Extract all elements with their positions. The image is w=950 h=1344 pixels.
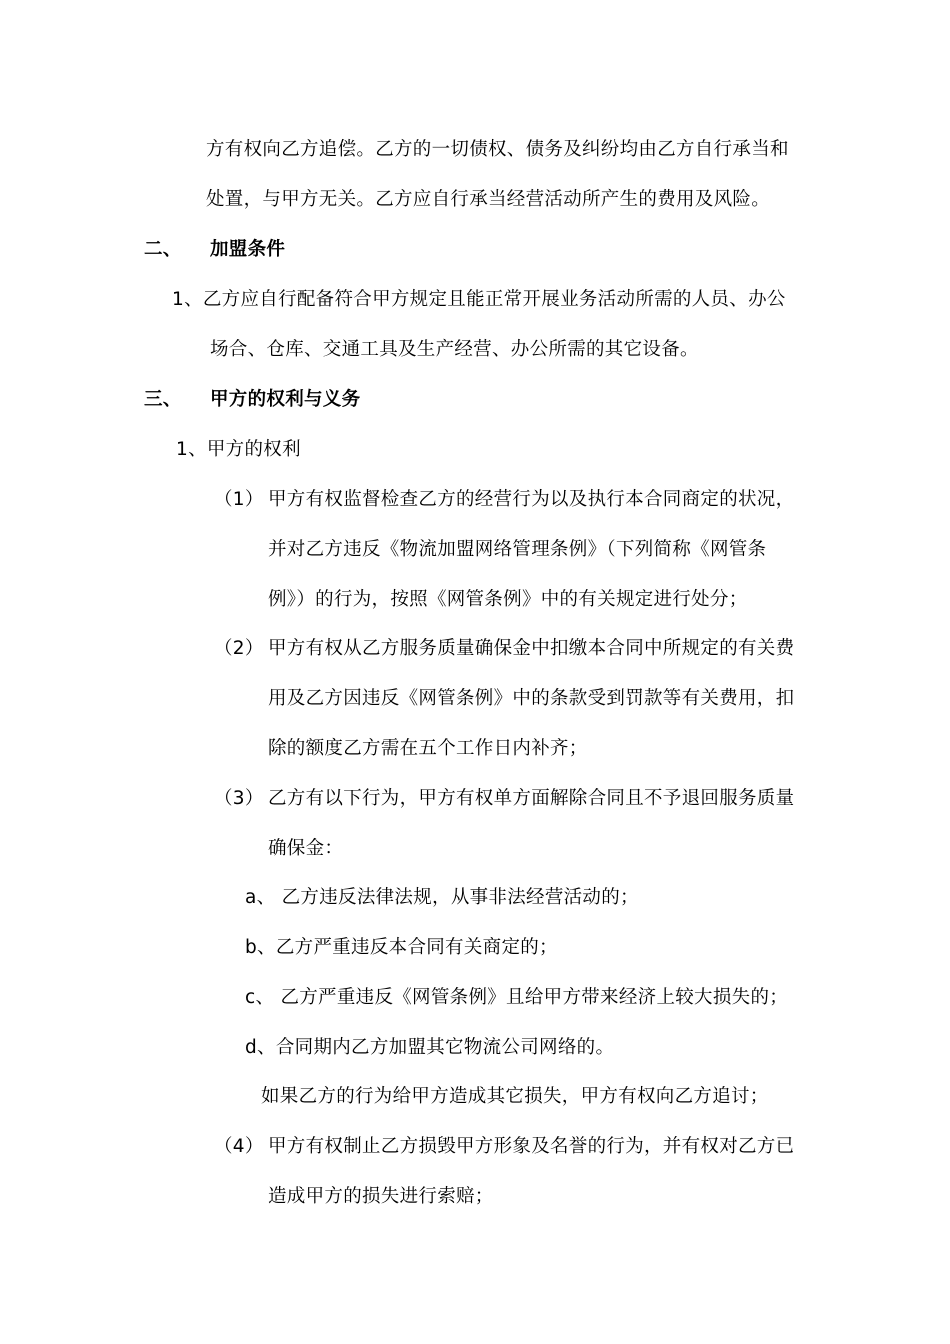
clause-3-line-1: 乙方有以下行为，甲方有权单方面解除合同且不予退回服务质量 <box>268 788 795 809</box>
clause-2-line-3: 除的额度乙方需在五个工作日内补齐； <box>268 738 588 759</box>
clause-2-number: （2） <box>214 638 264 659</box>
clause-1-line-3: 例》）的行为，按照《网管条例》中的有关规定进行处分； <box>268 589 748 610</box>
clause-3-after-items: 如果乙方的行为给甲方造成其它损失，甲方有权向乙方追讨； <box>261 1086 769 1107</box>
clause-4-number: （4） <box>214 1136 264 1157</box>
clause-2-line-2: 用及乙方因违反《网管条例》中的条款受到罚款等有关费用，扣 <box>268 688 795 709</box>
clause-1-line-1: 甲方有权监督检查乙方的经营行为以及执行本合同商定的状况， <box>268 489 795 510</box>
intro-line-1: 方有权向乙方追偿。乙方的一切债权、债务及纠纷均由乙方自行承当和 <box>206 139 789 160</box>
section-2-item-1-line-1: 1、乙方应自行配备符合甲方规定且能正常开展业务活动所需的人员、办公 <box>172 289 786 310</box>
clause-3-number: （3） <box>214 788 264 809</box>
section-2-number: 二、 <box>144 239 182 260</box>
clause-3-item-c: c、 乙方严重违反《网管条例》且给甲方带来经济上较大损失的； <box>245 987 789 1008</box>
clause-1-line-2: 并对乙方违反《物流加盟网络管理条例》（下列简称《网管条 <box>268 539 767 560</box>
clause-3-item-b: b、乙方严重违反本合同有关商定的； <box>245 937 558 958</box>
clause-2-line-1: 甲方有权从乙方服务质量确保金中扣缴本合同中所规定的有关费 <box>268 638 795 659</box>
clause-3-line-2: 确保金： <box>268 838 344 859</box>
section-3-subheading: 1、甲方的权利 <box>176 439 301 460</box>
clause-1-number: （1） <box>214 489 264 510</box>
intro-line-2: 处置，与甲方无关。乙方应自行承当经营活动所产生的费用及风险。 <box>206 189 771 210</box>
clause-3-item-d: d、合同期内乙方加盟其它物流公司网络的。 <box>245 1037 615 1058</box>
section-3-number: 三、 <box>144 389 182 410</box>
section-2-title: 加盟条件 <box>210 239 286 260</box>
clause-3-item-a: a、 乙方违反法律法规，从事非法经营活动的； <box>245 887 639 908</box>
clause-4-line-1: 甲方有权制止乙方损毁甲方形象及名誉的行为，并有权对乙方已 <box>268 1136 795 1157</box>
section-3-title: 甲方的权利与义务 <box>210 389 361 410</box>
clause-4-line-2: 造成甲方的损失进行索赔； <box>268 1186 494 1207</box>
section-2-item-1-line-2: 场合、仓库、交通工具及生产经营、办公所需的其它设备。 <box>210 339 699 360</box>
